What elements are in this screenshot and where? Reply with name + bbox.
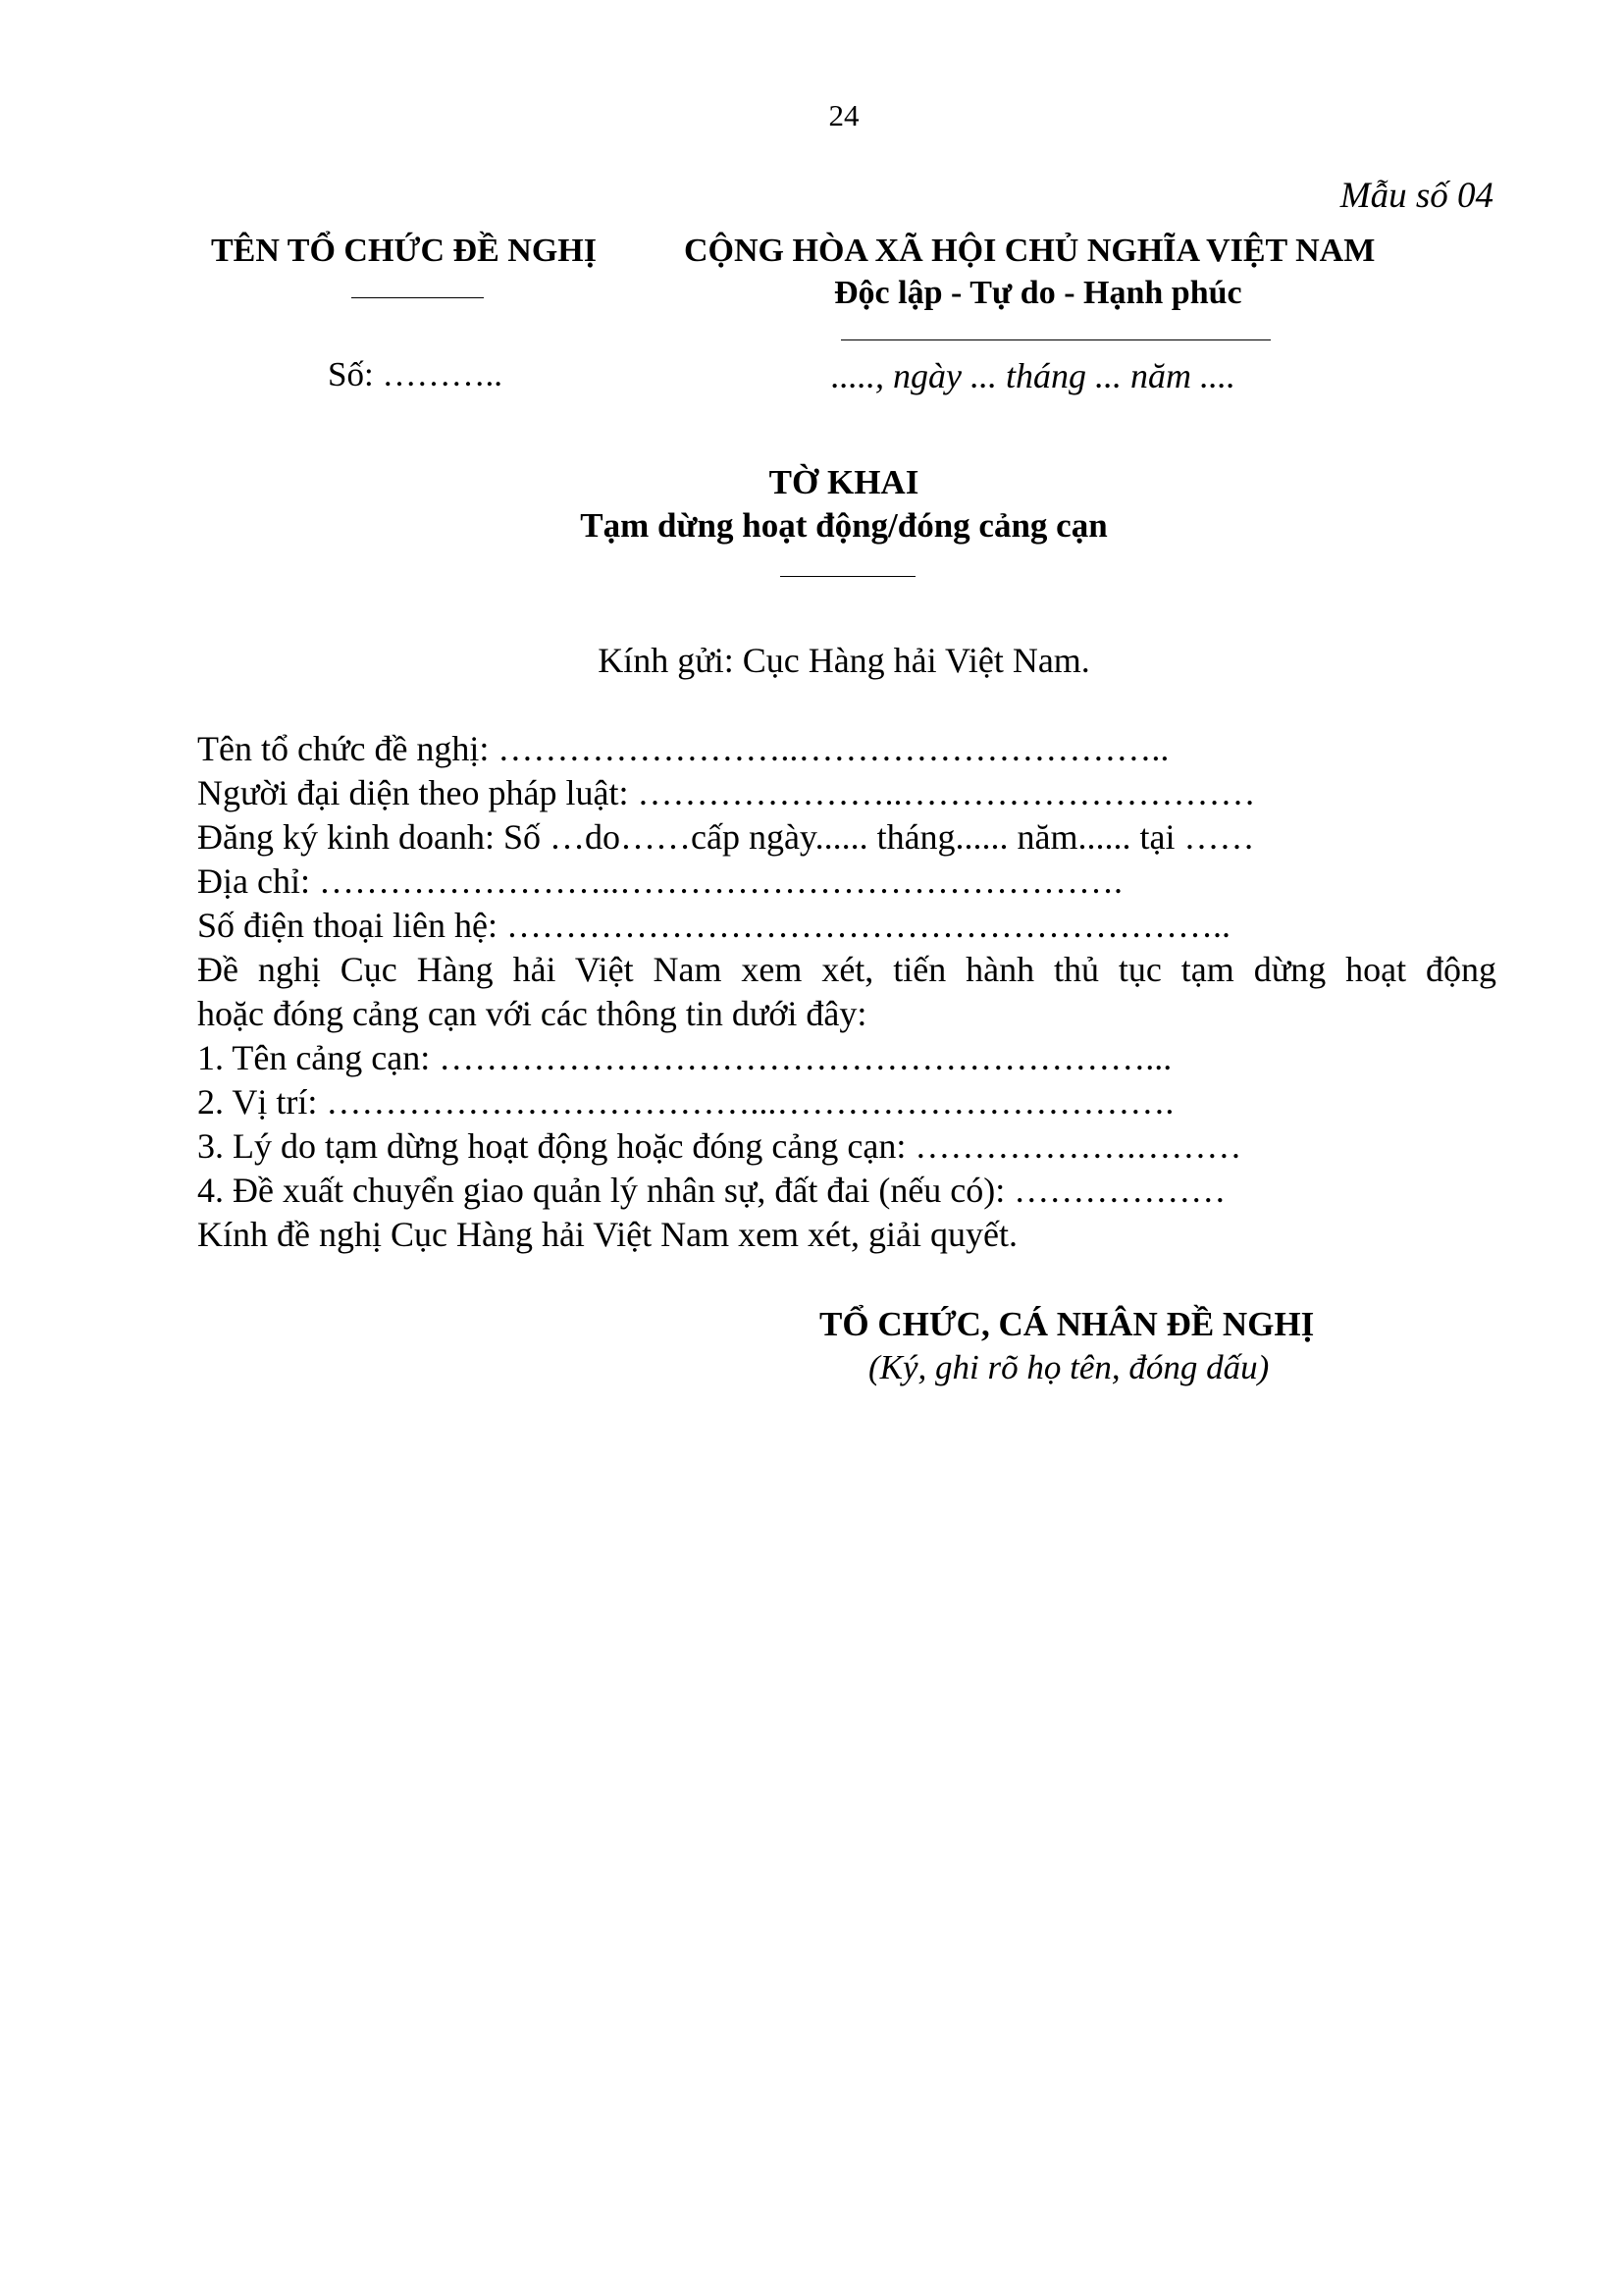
closing-line: Kính đề nghị Cục Hàng hải Việt Nam xem xét, giải quyết.: [197, 1215, 1018, 1254]
phone-field: Số điện thoại liên hệ: ……………………………………………………..: [197, 906, 1231, 945]
document-title: TỜ KHAI: [768, 463, 919, 501]
page-number: 24: [828, 98, 860, 132]
item-reason: 3. Lý do tạm dừng hoạt động hoặc đóng cảng cạn: ……………….………: [197, 1126, 1242, 1166]
reference-number: Số: ………..: [328, 355, 502, 393]
request-paragraph-line-1: Đề nghị Cục Hàng hải Việt Nam xem xét, tiến hành thủ tục tạm dừng hoạt động: [197, 950, 1496, 989]
form-code: Mẫu số 04: [1339, 176, 1493, 216]
org-name: TÊN TỔ CHỨC ĐỀ NGHỊ: [211, 233, 597, 269]
item-transfer-proposal: 4. Đề xuất chuyển giao quản lý nhân sự, đất đai (nếu có): ………………: [197, 1171, 1227, 1210]
title-divider: [780, 576, 916, 577]
signer-title: TỔ CHỨC, CÁ NHÂN ĐỀ NGHỊ: [819, 1305, 1315, 1343]
place-date: ....., ngày ... tháng ... năm ....: [831, 356, 1235, 395]
org-name-field: Tên tổ chức đề nghị: ……………………..…………………………..: [197, 729, 1170, 768]
item-location: 2. Vị trí: ………………………………...…………………………….: [197, 1082, 1175, 1121]
item-dry-port-name: 1. Tên cảng cạn: ……………………………………………………...: [197, 1038, 1173, 1077]
address-field: Địa chỉ: ……………………..…………………………………….: [197, 861, 1123, 901]
recipient-line: Kính gửi: Cục Hàng hải Việt Nam.: [598, 641, 1090, 680]
signer-note: (Ký, ghi rõ họ tên, đóng dấu): [868, 1348, 1270, 1386]
org-divider: [351, 297, 484, 298]
national-motto: Độc lập - Tự do - Hạnh phúc: [834, 275, 1242, 311]
document-subtitle: Tạm dừng hoạt động/đóng cảng cạn: [580, 506, 1108, 545]
business-registration-field: Đăng ký kinh doanh: Số …do……cấp ngày...... tháng...... năm...... tại ……: [197, 817, 1255, 857]
legal-representative-field: Người đại diện theo pháp luật: …………………..…………………………: [197, 773, 1256, 812]
request-paragraph-line-2: hoặc đóng cảng cạn với các thông tin dưới đây:: [197, 994, 867, 1033]
motto-divider: [841, 339, 1271, 340]
nation-name: CỘNG HÒA XÃ HỘI CHỦ NGHĨA VIỆT NAM: [684, 233, 1376, 269]
